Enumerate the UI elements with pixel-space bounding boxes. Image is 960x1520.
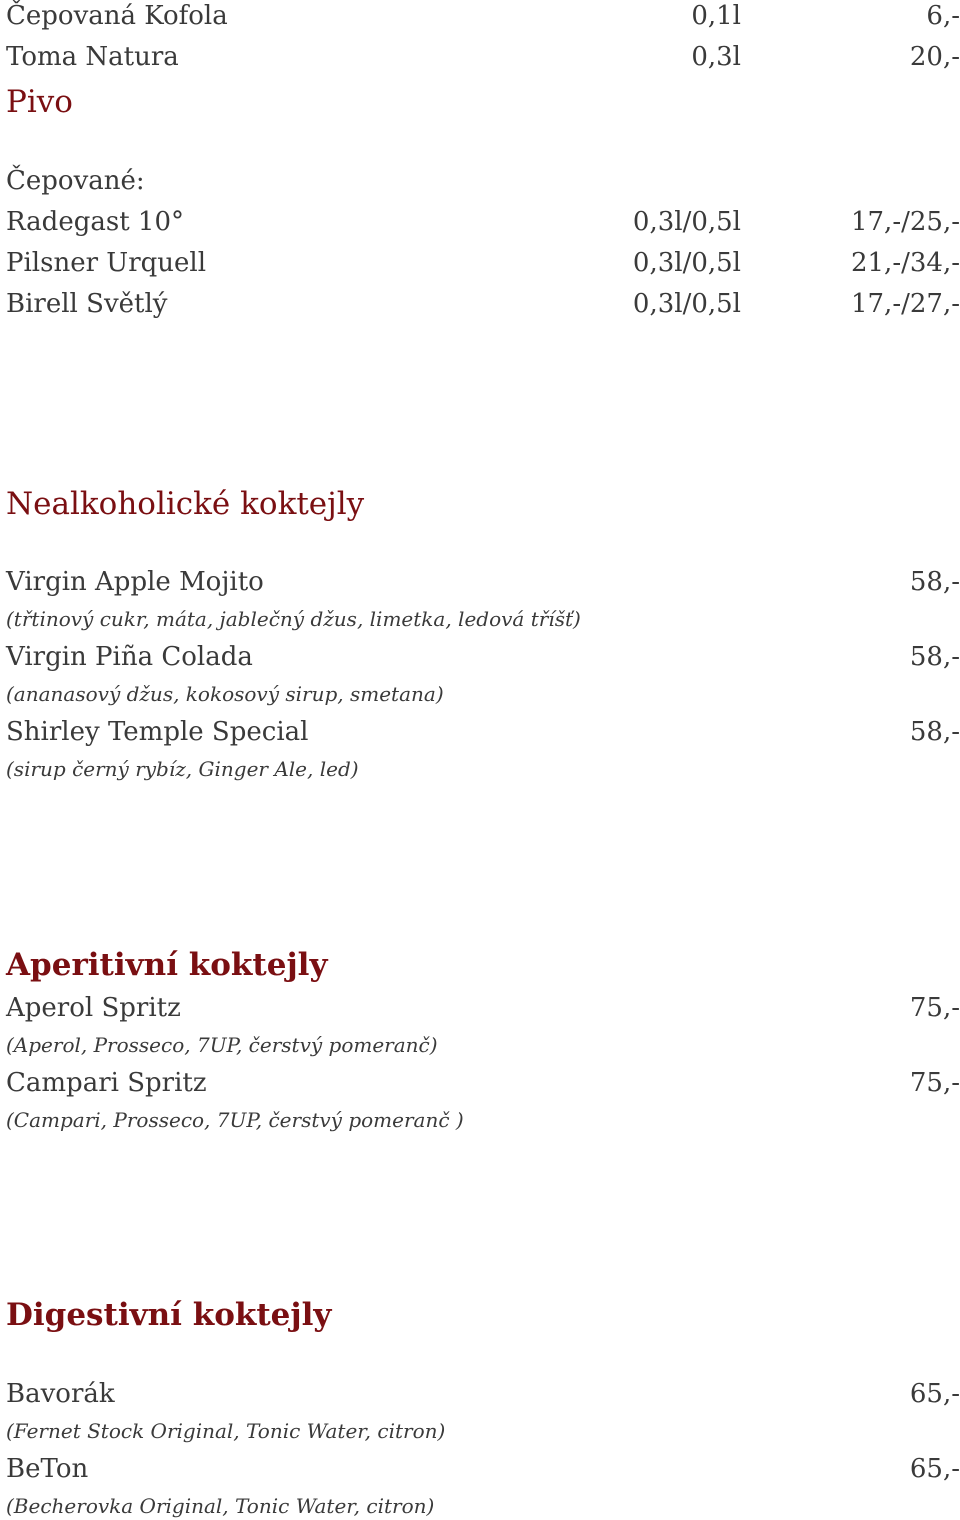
menu-item-row: [6, 1451, 960, 1487]
menu-item-row: [6, 714, 960, 750]
menu-item-row: [6, 1376, 960, 1412]
item-price: 75,-: [909, 993, 960, 1023]
item-volume: 0,3l: [691, 42, 741, 72]
item-volume: 0,3l/0,5l: [632, 289, 741, 319]
section-heading-digestif: Digestivní koktejly: [6, 1297, 332, 1333]
menu-item-row: [6, 0, 960, 34]
item-description: (sirup černý rybíz, Ginger Ale, led): [6, 757, 359, 781]
menu-item-row: [6, 39, 960, 75]
item-description: (třtinový cukr, máta, jablečný džus, limetka, ledová tříšť): [6, 607, 581, 631]
menu-item-row: [6, 245, 960, 281]
item-price: 21,-/34,-: [850, 248, 960, 278]
item-price: 65,-: [909, 1454, 960, 1484]
item-description: (ananasový džus, kokosový sirup, smetana): [6, 682, 444, 706]
item-name: Campari Spritz: [6, 1068, 207, 1098]
item-name: Čepovaná Kofola: [6, 1, 228, 31]
item-price: 58,-: [909, 567, 960, 597]
item-volume: 0,3l/0,5l: [632, 207, 741, 237]
item-name: Pilsner Urquell: [6, 248, 207, 278]
section-heading-nonalcoholic: Nealkoholické koktejly: [6, 486, 365, 522]
item-name: Aperol Spritz: [6, 993, 181, 1023]
item-price: 65,-: [909, 1379, 960, 1409]
section-heading-beer: Pivo: [6, 84, 73, 120]
item-name: Toma Natura: [6, 42, 179, 72]
item-description: (Becherovka Original, Tonic Water, citron): [6, 1494, 435, 1518]
item-price: 20,-: [909, 42, 960, 72]
item-name: Virgin Piña Colada: [6, 642, 253, 672]
item-description: (Campari, Prosseco, 7UP, čerstvý pomeranč ): [6, 1108, 464, 1132]
menu-item-row: [6, 639, 960, 675]
subheading-draft: Čepované:: [6, 166, 145, 196]
menu-item-row: [6, 990, 960, 1026]
menu-item-row: [6, 564, 960, 600]
item-price: 75,-: [909, 1068, 960, 1098]
item-volume: 0,1l: [691, 1, 741, 31]
item-name: Virgin Apple Mojito: [6, 567, 264, 597]
item-price: 58,-: [909, 717, 960, 747]
item-name: Bavorák: [6, 1379, 115, 1409]
item-price: 17,-/27,-: [850, 289, 960, 319]
item-description: (Fernet Stock Original, Tonic Water, citron): [6, 1419, 446, 1443]
item-volume: 0,3l/0,5l: [632, 248, 741, 278]
item-name: Shirley Temple Special: [6, 717, 309, 747]
menu-item-row: [6, 286, 960, 322]
item-price: 17,-/25,-: [850, 207, 960, 237]
item-name: BeTon: [6, 1454, 89, 1484]
item-name: Birell Světlý: [6, 289, 168, 319]
item-price: 6,-: [926, 1, 960, 31]
menu-item-row: [6, 204, 960, 240]
item-description: (Aperol, Prosseco, 7UP, čerstvý pomeranč): [6, 1033, 438, 1057]
menu-item-row: [6, 1065, 960, 1101]
section-heading-aperitif: Aperitivní koktejly: [6, 947, 328, 983]
item-name: Radegast 10°: [6, 207, 184, 237]
item-price: 58,-: [909, 642, 960, 672]
